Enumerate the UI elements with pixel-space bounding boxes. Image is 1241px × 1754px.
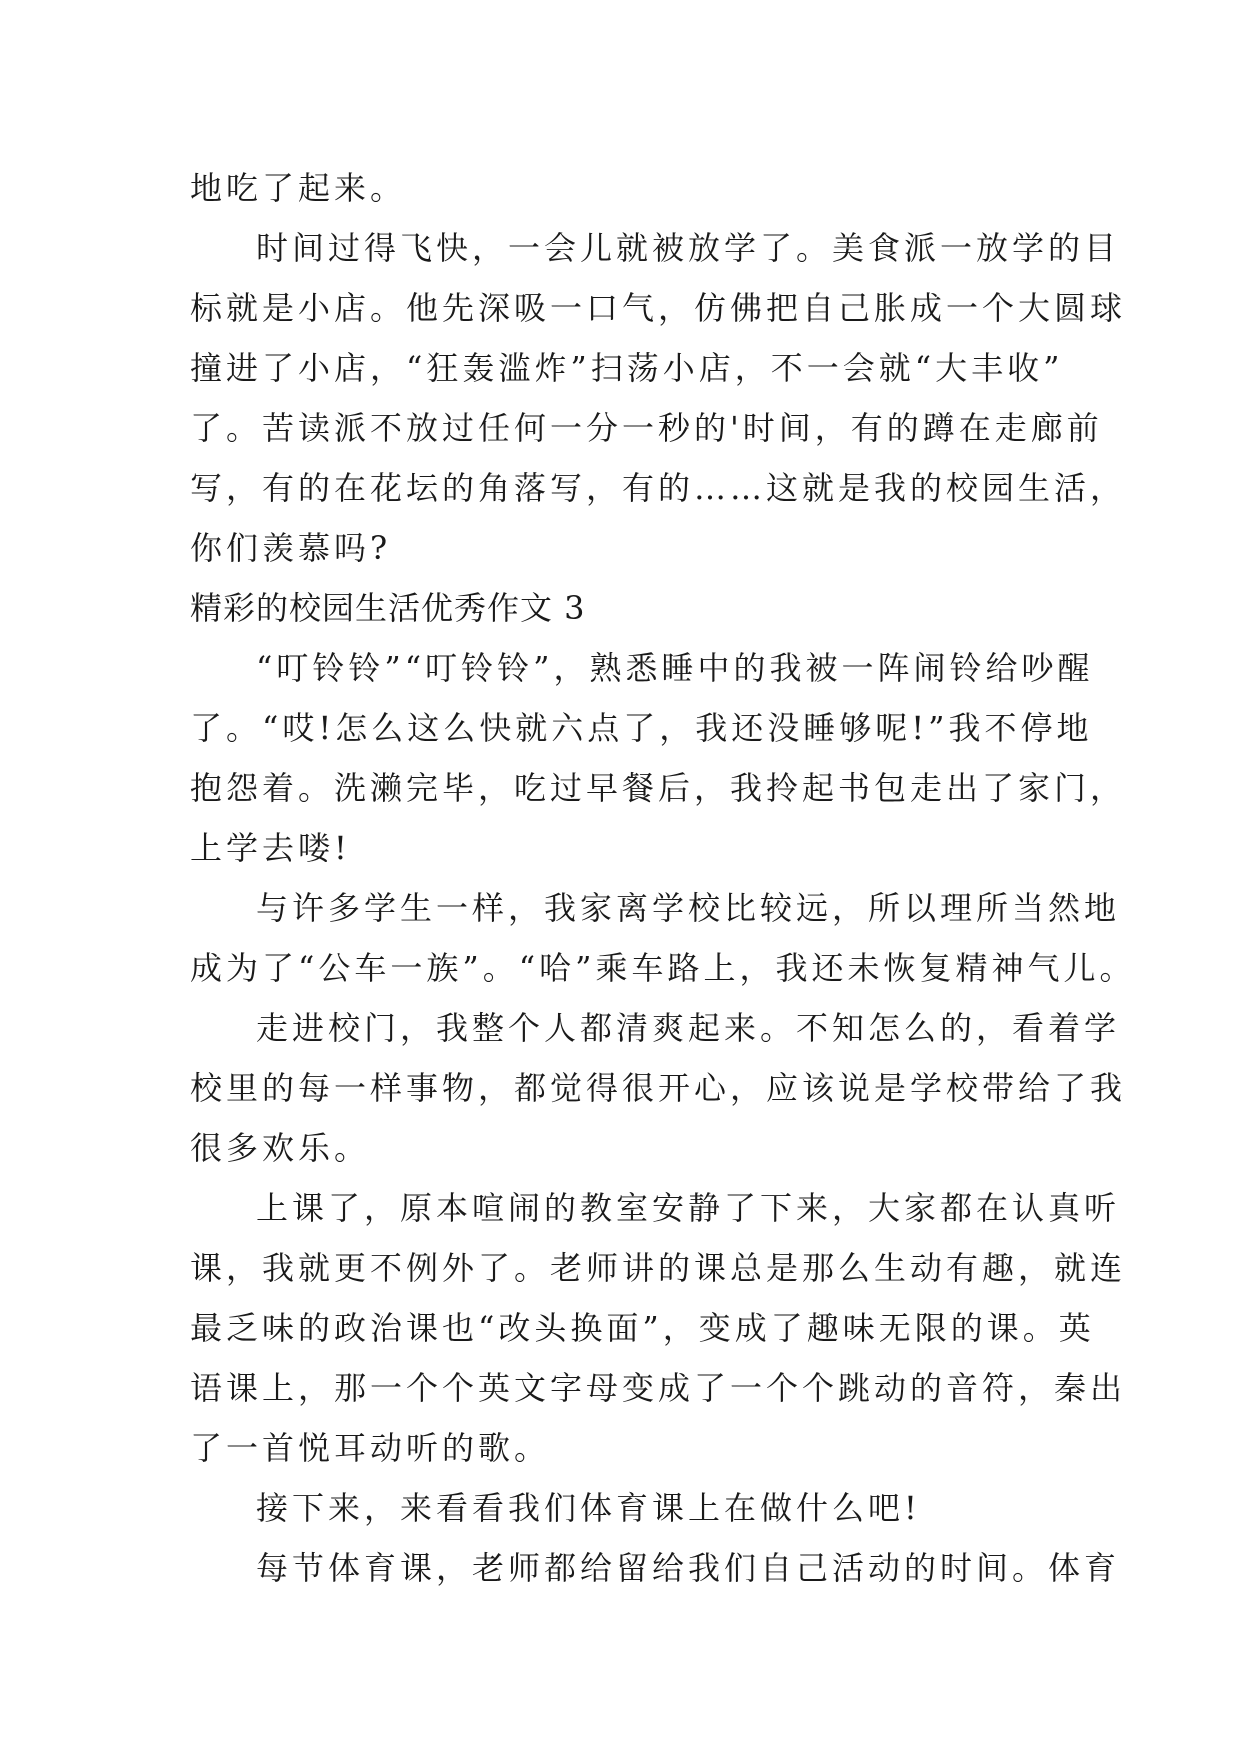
text-line: 了一首悦耳动听的歌。 bbox=[190, 1429, 551, 1467]
text-line: 课，我就更不例外了。老师讲的课总是那么生动有趣，就连 bbox=[190, 1249, 1127, 1287]
text-line: 了。苦读派不放过任何一分一秒的'时间，有的蹲在走廊前 bbox=[190, 409, 1103, 447]
paragraph-start-line: 走进校门，我整个人都清爽起来。不知怎么的，看着学 bbox=[256, 1009, 1121, 1047]
paragraph-start-line: 与许多学生一样，我家离学校比较远，所以理所当然地 bbox=[256, 889, 1121, 927]
paragraph-start-line: 接下来，来看看我们体育课上在做什么吧! bbox=[256, 1489, 921, 1527]
text-line: 抱怨着。洗濑完毕，吃过早餐后，我拎起书包走出了家门， bbox=[190, 769, 1127, 807]
text-line: 了。“哎!怎么这么快就六点了，我还没睡够呢!”我不停地 bbox=[190, 709, 1093, 747]
paragraph-start-line: “叮铃铃”“叮铃铃”，熟悉睡中的我被一阵闹铃给吵醒 bbox=[256, 649, 1094, 687]
text-line: 你们羡慕吗? bbox=[190, 529, 392, 567]
paragraph-start-line: 上课了，原本喧闹的教室安静了下来，大家都在认真听 bbox=[256, 1189, 1121, 1227]
text-line: 校里的每一样事物，都觉得很开心，应该说是学校带给了我 bbox=[190, 1069, 1127, 1107]
text-line: 语课上，那一个个英文字母变成了一个个跳动的音符，秦出 bbox=[190, 1369, 1127, 1407]
text-line: 写，有的在花坛的角落写，有的……这就是我的校园生活， bbox=[190, 469, 1127, 507]
text-line: 地吃了起来。 bbox=[190, 169, 407, 207]
paragraph-start-line: 每节体育课，老师都给留给我们自己活动的时间。体育 bbox=[256, 1549, 1121, 1587]
essay-heading: 精彩的校园生活优秀作文 3 bbox=[190, 589, 586, 627]
text-line: 撞进了小店，“狂轰滥炸”扫荡小店，不一会就“大丰收” bbox=[190, 349, 1064, 387]
text-line: 标就是小店。他先深吸一口气，仿佛把自己胀成一个大圆球 bbox=[190, 289, 1127, 327]
paragraph-start-line: 时间过得飞快，一会儿就被放学了。美食派一放学的目 bbox=[256, 229, 1121, 267]
text-line: 很多欢乐。 bbox=[190, 1129, 371, 1167]
text-line: 成为了“公车一族”。“哈”乘车路上，我还未恢复精神气儿。 bbox=[190, 949, 1136, 987]
document-body bbox=[190, 158, 1136, 1598]
text-line: 上学去喽! bbox=[190, 829, 351, 867]
text-line: 最乏味的政治课也“改头换面”，变成了趣味无限的课。英 bbox=[190, 1309, 1095, 1347]
